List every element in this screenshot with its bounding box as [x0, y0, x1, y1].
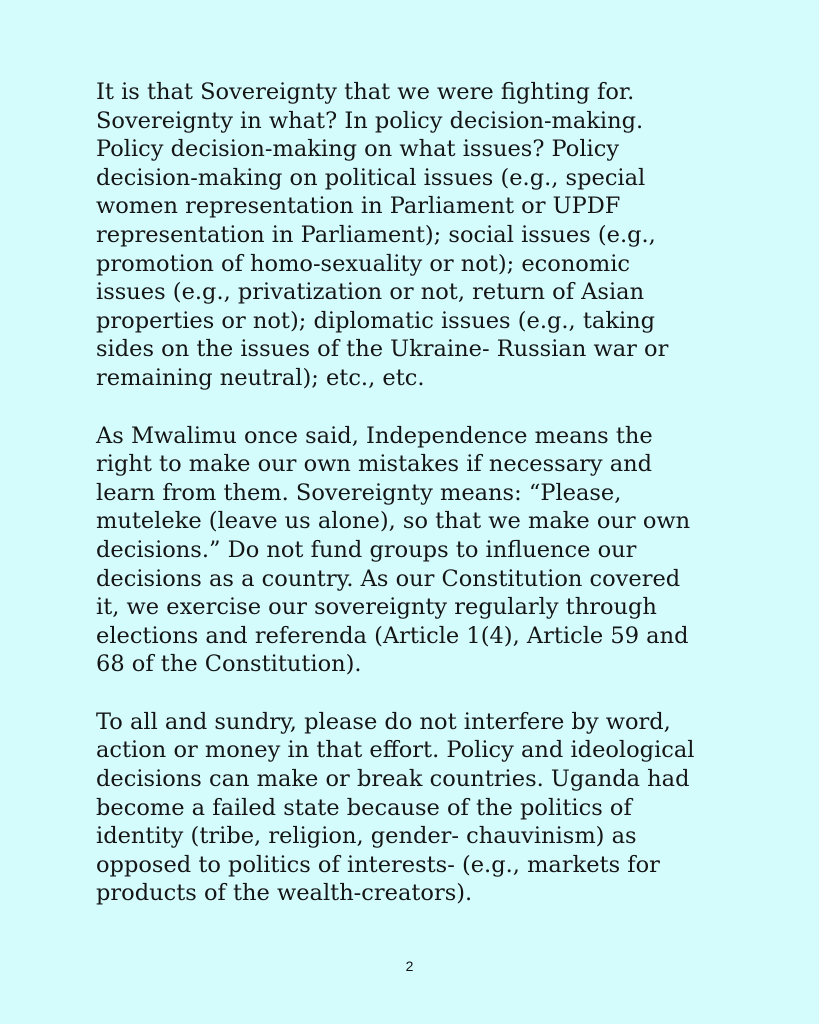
- paragraph-non-interference: To all and sundry, please do not interfere by word, action or money in that effort. Policy and ideological decisions can make or break countries. Uganda had become a failed state because of the politics of identity (tribe, religion, gender- chauvinism) as opposed to politics of interests- (e.g., markets for products of the wealth-creators).: [96, 708, 695, 907]
- page-number: 2: [405, 958, 414, 974]
- paragraph-independence: As Mwalimu once said, Independence means the right to make our own mistakes if necessary and learn from them. Sovereignty means: “Please, muteleke (leave us alone), so that we make our own decisions.” Do not fund groups to influence our decisions as a country. As our Constitution covered it, we exercise our sovereignty regularly through elections and referenda (Article 1(4), Article 59 and 68 of the Constitution).: [96, 422, 691, 678]
- document-body: [96, 78, 736, 908]
- paragraph-sovereignty: It is that Sovereignty that we were fighting for. Sovereignty in what? In policy decision-making. Policy decision-making on what issues? Policy decision-making on political issues (e.g., special women representation in Parliament or UPDF representation in Parliament); social issues (e.g., promotion of homo-sexuality or not); economic issues (e.g., privatization or not, return of Asian properties or not); diplomatic issues (e.g., taking sides on the issues of the Ukraine- Russian war or remaining neutral); etc., etc.: [96, 79, 669, 391]
